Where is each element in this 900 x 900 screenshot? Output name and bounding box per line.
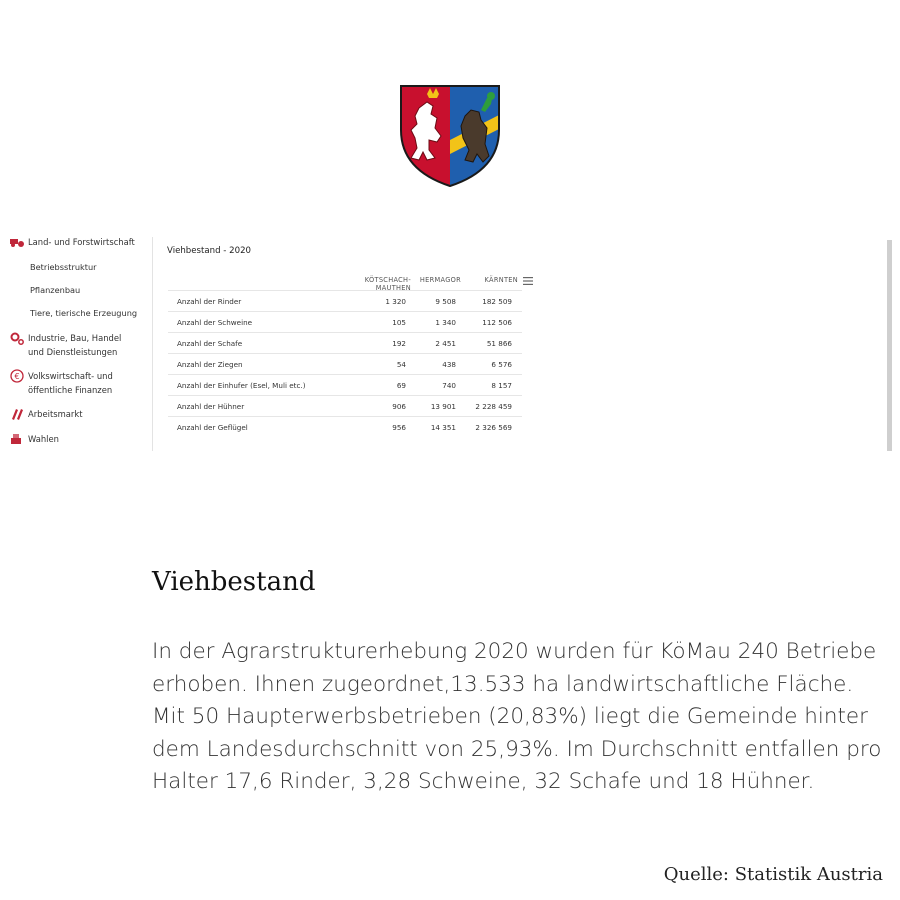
row-value-koetschach: 54 bbox=[396, 360, 406, 369]
sidebar-item-label-line2: und Dienstleistungen bbox=[28, 347, 118, 357]
row-value-koetschach: 956 bbox=[392, 423, 406, 432]
sidebar-item-label-line1: Industrie, Bau, Handel bbox=[28, 333, 122, 343]
row-label: Anzahl der Schweine bbox=[177, 318, 253, 327]
row-value-hermagor: 9 508 bbox=[435, 297, 456, 306]
row-value-koetschach: 906 bbox=[392, 402, 406, 411]
row-value-kaernten: 182 509 bbox=[482, 297, 512, 306]
sidebar-subitem-pflanzenbau[interactable]: Pflanzenbau bbox=[30, 285, 81, 295]
ballot-icon bbox=[10, 432, 28, 446]
tools-icon bbox=[10, 407, 28, 421]
row-value-kaernten: 2 326 569 bbox=[475, 423, 512, 432]
gears-icon bbox=[10, 331, 28, 345]
row-value-hermagor: 2 451 bbox=[435, 339, 456, 348]
row-value-hermagor: 13 901 bbox=[430, 402, 456, 411]
row-value-hermagor: 1 340 bbox=[435, 318, 456, 327]
row-value-kaernten: 112 506 bbox=[482, 318, 512, 327]
table-row bbox=[168, 332, 522, 354]
sidebar-item-label: Wahlen bbox=[28, 434, 59, 444]
sidebar-subitem-betriebsstruktur[interactable]: Betriebsstruktur bbox=[30, 262, 97, 272]
row-label: Anzahl der Geflügel bbox=[177, 423, 248, 432]
section-heading: Viehbestand bbox=[152, 567, 316, 597]
sidebar-item-label: Arbeitsmarkt bbox=[28, 409, 83, 419]
row-value-kaernten: 2 228 459 bbox=[475, 402, 512, 411]
row-label: Anzahl der Rinder bbox=[177, 297, 242, 306]
row-value-hermagor: 14 351 bbox=[430, 423, 456, 432]
row-value-koetschach: 1 320 bbox=[385, 297, 406, 306]
column-header-hermagor: HERMAGOR bbox=[419, 276, 461, 284]
row-value-hermagor: 740 bbox=[442, 381, 456, 390]
table-row bbox=[168, 416, 522, 438]
source-note: Quelle: Statistik Austria bbox=[663, 864, 883, 885]
euro-icon bbox=[10, 369, 28, 383]
sidebar-item-wahlen[interactable] bbox=[10, 432, 59, 446]
sidebar-item-label-line1: Volkswirtschaft- und bbox=[28, 371, 113, 381]
column-header-koetschach: KÖTSCHACH-MAUTHEN bbox=[364, 276, 411, 292]
statistics-screenshot bbox=[0, 237, 900, 451]
menu-icon[interactable] bbox=[523, 277, 533, 285]
row-value-koetschach: 69 bbox=[396, 381, 406, 390]
sidebar-item-volkswirtschaft[interactable] bbox=[10, 369, 113, 397]
row-value-hermagor: 438 bbox=[442, 360, 456, 369]
coat-of-arms-icon bbox=[399, 84, 501, 188]
article-paragraph: In der Agrarstrukturerhebung 2020 wurden für KöMau 240 Betriebe erhoben. Ihnen zugeordnet,13.533 ha landwirtschaftliche Fläche. Mit 50 Haupterwerbsbetrieben (20,83%) liegt die Gemeinde hinter dem Landesdurchschnitt von 25,93%. Im Durchschnitt entfallen pro Halter 17,6 Rinder, 3,28 Schweine, 32 Schafe und 18 Hühner. bbox=[152, 639, 882, 794]
sidebar-item-industrie[interactable] bbox=[10, 331, 121, 359]
sidebar-item-label-line2: öffentliche Finanzen bbox=[28, 385, 113, 395]
row-label: Anzahl der Ziegen bbox=[177, 360, 243, 369]
row-value-koetschach: 105 bbox=[392, 318, 406, 327]
sidebar-item-arbeitsmarkt[interactable] bbox=[10, 407, 82, 421]
svg-text:€: € bbox=[14, 372, 20, 381]
table-row bbox=[168, 311, 522, 333]
row-value-kaernten: 6 576 bbox=[491, 360, 512, 369]
row-label: Anzahl der Hühner bbox=[177, 402, 245, 411]
row-label: Anzahl der Einhufer (Esel, Muli etc.) bbox=[177, 381, 306, 390]
row-value-koetschach: 192 bbox=[392, 339, 406, 348]
sidebar-item-label bbox=[28, 331, 121, 359]
table-row bbox=[168, 353, 522, 375]
agriculture-icon bbox=[10, 237, 28, 249]
table-row bbox=[168, 290, 522, 312]
scrollbar[interactable] bbox=[887, 240, 892, 451]
table-title: Viehbestand - 2020 bbox=[167, 246, 252, 256]
table-row bbox=[168, 374, 522, 396]
sidebar-item-land[interactable] bbox=[10, 237, 135, 249]
column-header-kaernten: KÄRNTEN bbox=[484, 276, 518, 284]
sidebar-item-label: Land- und Forstwirtschaft bbox=[28, 237, 135, 247]
row-label: Anzahl der Schafe bbox=[177, 339, 243, 348]
sidebar-subitem-tiere[interactable]: Tiere, tierische Erzeugung bbox=[30, 308, 138, 318]
row-value-kaernten: 51 866 bbox=[486, 339, 512, 348]
table-row bbox=[168, 395, 522, 417]
sidebar bbox=[0, 237, 153, 451]
sidebar-item-label bbox=[28, 369, 113, 397]
row-value-kaernten: 8 157 bbox=[491, 381, 512, 390]
